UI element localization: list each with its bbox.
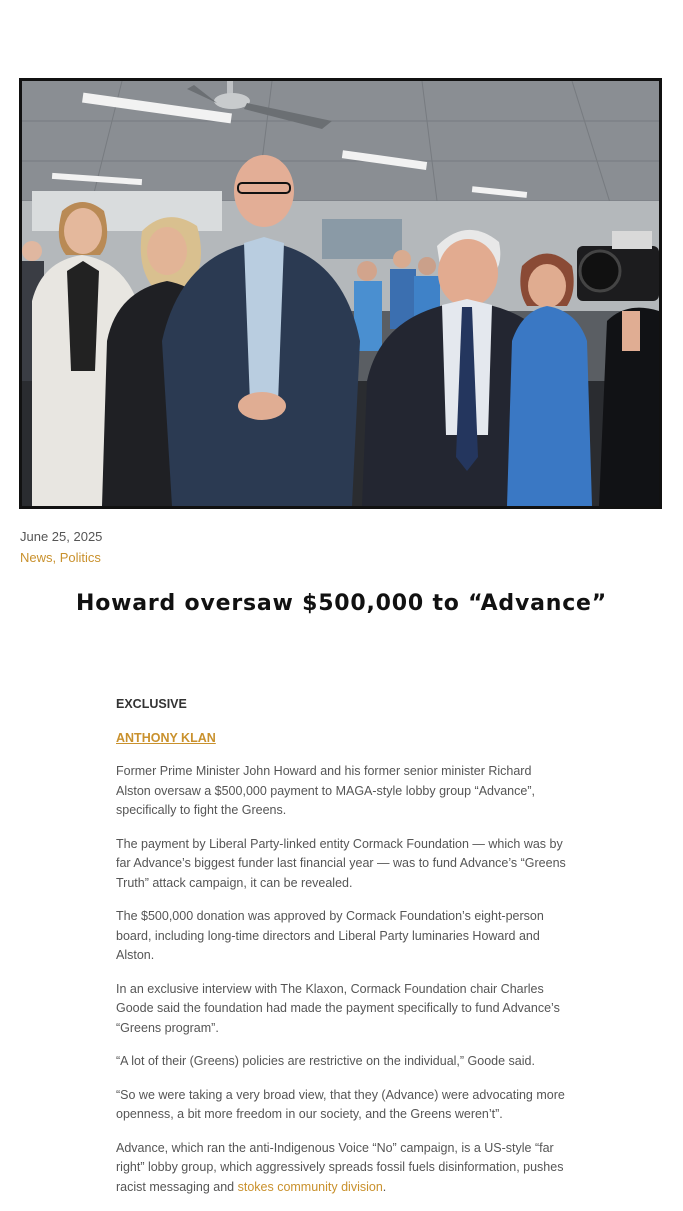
category-link-politics[interactable]: Politics: [59, 550, 101, 565]
category-link-news[interactable]: News: [20, 550, 53, 565]
window: [322, 219, 402, 259]
article-paragraph: “So we were taking a very broad view, that they (Advance) were advocating more openness, a bit more freedom in our society, and the Greens weren’t”.: [116, 1087, 565, 1121]
last-paragraph-tail: .: [382, 1179, 387, 1194]
article-paragraph: The $500,000 donation was approved by Cormack Foundation’s eight-person board, including long-time directors and Liberal Party luminaries Howard and Alston.: [116, 909, 544, 962]
hero-photo-illustration: [22, 81, 659, 506]
author-link[interactable]: ANTHONY KLAN: [116, 730, 216, 745]
article-kicker: EXCLUSIVE: [116, 697, 187, 711]
stokes-community-division-link[interactable]: stokes community division: [237, 1179, 383, 1194]
article-paragraph: In an exclusive interview with The Klaxon, Cormack Foundation chair Charles Goode said the foundation had made the payment specifically to fund Advance’s “Greens program”.: [116, 981, 560, 1035]
article-paragraph-last: [116, 1139, 566, 1198]
article-body: [116, 695, 566, 1211]
category-separator: ,: [52, 550, 60, 565]
last-paragraph-text: Advance, which ran the anti-Indigenous Voice “No” campaign, is a US-style “far right” lobby group, which aggressively spreads fossil fuels disinformation, pushes racist messaging and: [116, 1140, 564, 1194]
article-byline: [116, 729, 566, 749]
hero-photo: [19, 78, 662, 509]
article-paragraph: The payment by Liberal Party-linked entity Cormack Foundation — which was by far Advance’s biggest funder last financial year — was to fund Advance’s “Greens Truth” attack campaign, it can be revealed.: [116, 836, 566, 890]
post-date: June 25, 2025: [20, 529, 103, 544]
article-title: Howard oversaw $500,000 to “Advance”: [75, 591, 608, 616]
post-categories: [20, 550, 101, 565]
article-paragraph: “A lot of their (Greens) policies are restrictive on the individual,” Goode said.: [116, 1054, 535, 1068]
article-paragraph: Former Prime Minister John Howard and his former senior minister Richard Alston oversaw a $500,000 payment to MAGA-style lobby group “Advance”, specifically to fight the Greens.: [116, 764, 535, 817]
